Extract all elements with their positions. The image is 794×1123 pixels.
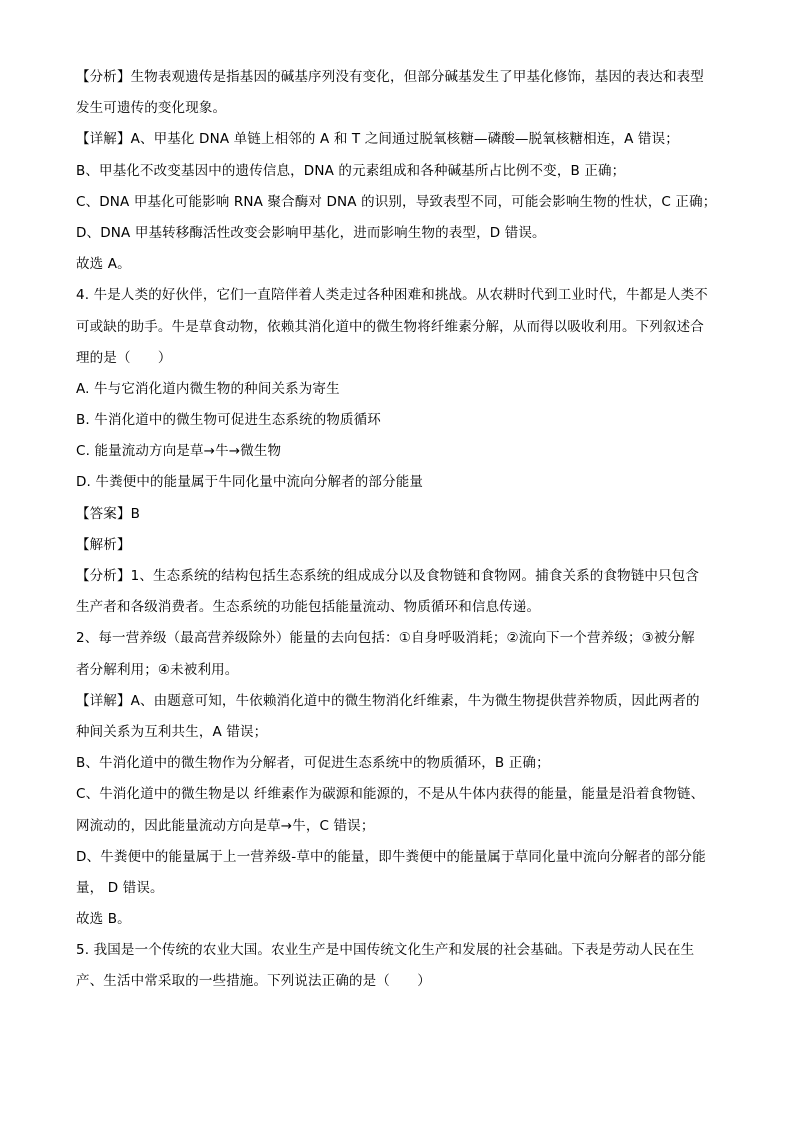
question-4-option-b: B. 牛消化道中的微生物可促进生态系统的物质循环 bbox=[76, 412, 381, 429]
q4-analysis-line-3: 2、每一营养级（最高营养级除外）能量的去向包括：①自身呼吸消耗；②流向下一个营养级；③被分解 bbox=[76, 630, 695, 647]
q4-detail-a-line-1: 【详解】A、由题意可知，牛依赖消化道中的微生物消化纤维素，牛为微生物提供营养物质，因此两者的 bbox=[76, 692, 700, 709]
question-5-stem-line-2: 产、生活中常采取的一些措施。下列说法正确的是（ ） bbox=[76, 973, 431, 990]
question-4-stem-line-3: 理的是（ ） bbox=[76, 349, 172, 366]
q4-detail-d-line-1: D、牛粪便中的能量属于上一营养级-草中的能量，即牛粪便中的能量属于草同化量中流向分解者的部分能 bbox=[76, 848, 706, 865]
detail-option-b: B、甲基化不改变基因中的遗传信息，DNA 的元素组成和各种碱基所占比例不变，B 正确； bbox=[76, 162, 626, 179]
q4-detail-c-line-1: C、牛消化道中的微生物是以 纤维素作为碳源和能源的，不是从牛体内获得的能量，能量是沿着食物链、 bbox=[76, 786, 705, 803]
q4-detail-a-line-2: 种间关系为互利共生，A 错误； bbox=[76, 723, 268, 740]
q4-detail-b: B、牛消化道中的微生物作为分解者，可促进生态系统中的物质循环，B 正确； bbox=[76, 755, 550, 772]
question-4-answer: 【答案】B bbox=[76, 505, 141, 522]
document-page bbox=[76, 62, 724, 998]
detail-option-d: D、DNA 甲基转移酶活性改变会影响甲基化，进而影响生物的表型，D 错误。 bbox=[76, 224, 546, 241]
detail-option-a: 【详解】A、甲基化 DNA 单链上相邻的 A 和 T 之间通过脱氧核糖—磷酸—脱氧核糖相连，A 错误； bbox=[76, 131, 679, 148]
q4-analysis-line-1: 【分析】1、生态系统的结构包括生态系统的组成成分以及食物链和食物网。捕食关系的食物链中只包含 bbox=[76, 568, 699, 584]
q4-detail-c-line-2: 网流动的，因此能量流动方向是草→牛，C 错误； bbox=[76, 817, 375, 834]
question-4-option-a: A. 牛与它消化道内微生物的种间关系为寄生 bbox=[76, 380, 340, 397]
question-4-stem-line-1: 4. 牛是人类的好伙伴，它们一直陪伴着人类走过各种困难和挑战。从农耕时代到工业时代，牛都是人类不 bbox=[76, 287, 708, 304]
q4-answer-choice-line: 故选 B。 bbox=[76, 911, 131, 928]
detail-option-c: C、DNA 甲基化可能影响 RNA 聚合酶对 DNA 的识别，导致表型不同，可能会影响生物的性状，C 正确； bbox=[76, 193, 717, 210]
q4-analysis-line-4: 者分解利用；④未被利用。 bbox=[76, 661, 239, 678]
question-4-explanation-heading: 【解析】 bbox=[76, 536, 131, 553]
analysis-line-2: 发生可遗传的变化现象。 bbox=[76, 100, 227, 117]
question-5-stem-line-1: 5. 我国是一个传统的农业大国。农业生产是中国传统文化生产和发展的社会基础。下表是劳动人民在生 bbox=[76, 942, 695, 959]
question-4-option-c: C. 能量流动方向是草→牛→微生物 bbox=[76, 443, 282, 460]
q4-detail-d-line-2: 量， D 错误。 bbox=[76, 879, 164, 896]
analysis-line-1: 【分析】生物表观遗传是指基因的碱基序列没有变化，但部分碱基发生了甲基化修饰，基因的表达和表型 bbox=[76, 69, 704, 85]
question-4-stem-line-2: 可或缺的助手。牛是草食动物，依赖其消化道中的微生物将纤维素分解，从而得以吸收利用。下列叙述合 bbox=[76, 318, 704, 335]
q4-analysis-line-2: 生产者和各级消费者。生态系统的功能包括能量流动、物质循环和信息传递。 bbox=[76, 599, 541, 616]
answer-choice-line: 故选 A。 bbox=[76, 256, 131, 273]
question-4-option-d: D. 牛粪便中的能量属于牛同化量中流向分解者的部分能量 bbox=[76, 474, 424, 491]
